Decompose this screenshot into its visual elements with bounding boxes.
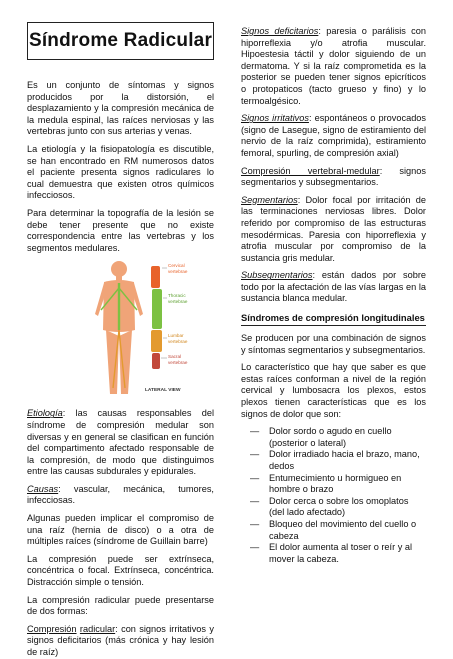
dash-bullet: —	[250, 472, 260, 483]
vertebral-medular-paragraph	[241, 166, 426, 189]
list-item-text: Bloqueo del movimiento del cuello o cabeza	[269, 518, 417, 541]
deficitarios-text: : paresia o parálisis con hiporreflexia y/o atrofia muscular. Hipoestesia táctil y dolor siguiendo de un dermatoma. Y si la raíz comprometida es la posterior se pueden tener signos epicríticos o protopaticos (tacto grueso y fino) y lo termoalgésico.	[241, 26, 426, 106]
topography-paragraph: Para determinar la topografía de la lesión se debe tener presente que no existe correspondencia entre las vertebras y los segmentos medulares.	[27, 207, 214, 253]
dash-bullet: —	[250, 449, 260, 460]
list-item	[241, 449, 426, 472]
thoracic-label: Thoracic vertebrae	[168, 293, 188, 304]
right-column	[241, 26, 426, 565]
left-column	[27, 22, 214, 659]
body-spine-illustration	[89, 258, 197, 402]
dash-bullet: —	[250, 542, 260, 553]
spinal-nerves-figure	[89, 258, 197, 402]
human-body-icon	[95, 261, 143, 394]
sacral-label: Sacral vertebrae	[168, 354, 188, 365]
subsegmentarios-text: : están dados por sobre todo por la afectación de las vías largas en la sustancia blanca medular.	[241, 270, 426, 304]
algunas-paragraph: Algunas pueden implicar el compromiso de una raíz (hernia de disco) o a otra de múltiples raíces (síndrome de Guillain barre)	[27, 513, 214, 547]
intro-paragraph: Es un conjunto de síntomas y signos producidos por la distorsión, el desplazamiento y la compresión mecánica de la medula espinal, las raíces nerviosas y las vertebras junto con sus arterias y venas.	[27, 80, 214, 137]
compresion-paragraph: La compresión puede ser extrínseca, concéntrica o focal. Extrínseca, concéntrica. Distracción simple o tensión.	[27, 553, 214, 588]
irritativos-paragraph	[241, 113, 426, 159]
list-item-text: Dolor irradiado hacia el brazo, mano, dedos	[269, 449, 420, 471]
compresion-term: Compresión	[27, 623, 77, 634]
deficitarios-paragraph	[241, 26, 426, 107]
page-title: Síndrome Radicular	[28, 30, 213, 51]
list-item	[241, 519, 426, 542]
dash-bullet: —	[250, 518, 260, 529]
list-item	[241, 542, 426, 565]
irritativos-term: Signos irritativos	[241, 113, 309, 124]
segmentarios-term: Segmentarios	[241, 194, 298, 205]
segmentarios-text: : Dolor focal por irritación de las terminaciones nerviosas libres. Dolor referido por compromiso de las estructuras mesodérmicas. Paresia con hiporreflexia y atrofia muscular por compromiso de la sustancia gris medular.	[241, 194, 426, 263]
subsegmentarios-paragraph	[241, 270, 426, 305]
list-item	[241, 496, 426, 519]
segmentarios-paragraph	[241, 195, 426, 265]
list-item	[241, 426, 426, 449]
deficitarios-term: Signos deficitarios	[241, 26, 319, 36]
title-box	[27, 22, 214, 60]
irritativos-text: : espontáneos o provocados (signo de Lasegue, signo de estiramiento del nervio de la raíz comprimida), estiramiento femoral, spurling, de compresión axial)	[241, 113, 427, 158]
figure-caption: LATERAL VIEW	[145, 388, 181, 394]
list-item-text: Entumecimiento u hormigueo en hombre o brazo	[269, 472, 402, 495]
vertebral-medular-term: Compresión vertebral-medular	[241, 165, 380, 176]
cervical-label: Cervical vertebrae	[168, 263, 188, 274]
causas-text: : vascular, mecánica, tumores, infecciosas.	[27, 483, 214, 506]
spine-icon	[151, 266, 162, 369]
list-item	[241, 473, 426, 496]
compresion-radicular-text: : con signos irritativos y signos deficitarios (más crónica y hay lesión de raíz)	[27, 623, 214, 657]
compresion-radicular-paragraph	[27, 624, 214, 659]
subsegmentarios-term: Subsegmentarios	[241, 270, 313, 281]
etiology-paragraph: La etiología y la fisiopatología es discutible, se han encontrado en RM numerosos datos el paciente presenta signos radiculares lo cual demuestra que existen otros químicos infecciosos.	[27, 143, 214, 201]
combinacion-paragraph: Se producen por una combinación de signos y síntomas segmentarios y subsegmentarios.	[241, 333, 426, 355]
radicular-term: radicular	[79, 623, 116, 634]
list-item-text: El dolor aumenta al toser o reír y al mover la cabeza.	[269, 542, 412, 564]
formas-paragraph: La compresión radicular puede presentarse de dos formas:	[27, 594, 214, 617]
etiologia-paragraph	[27, 408, 214, 478]
caracteristico-paragraph: Lo característico que hay que saber es que estas raíces conforman a nivel de la región cervical y lumbosacra los plexos, estos plexos tienen características que es los signos de dolor que son:	[241, 362, 426, 419]
list-item-text: Dolor sordo o agudo en cuello (posterior o lateral)	[269, 426, 392, 448]
list-item-text: Dolor cerca o sobre los omoplatos (del lado afectado)	[269, 495, 409, 518]
causas-term: Causas	[27, 483, 59, 494]
section-heading: Síndromes de compresión longitudinales	[241, 312, 426, 326]
symptom-list	[241, 426, 426, 565]
etiologia-text: : las causas responsables del síndrome de compresión medular son diversas y en general se clasifican en función del compartimento afectado responsable de la compresión, de modo que distinguimos entre las causas subdurales y epidurales.	[27, 408, 214, 477]
etiologia-term: Etiología	[27, 408, 63, 419]
dash-bullet: —	[250, 426, 260, 437]
lumbar-label: Lumbar vertebrae	[168, 333, 188, 344]
dash-bullet: —	[250, 495, 260, 506]
causas-paragraph	[27, 484, 214, 507]
vertebral-medular-text: : signos segmentarios y subsegmentarios.	[241, 165, 426, 188]
